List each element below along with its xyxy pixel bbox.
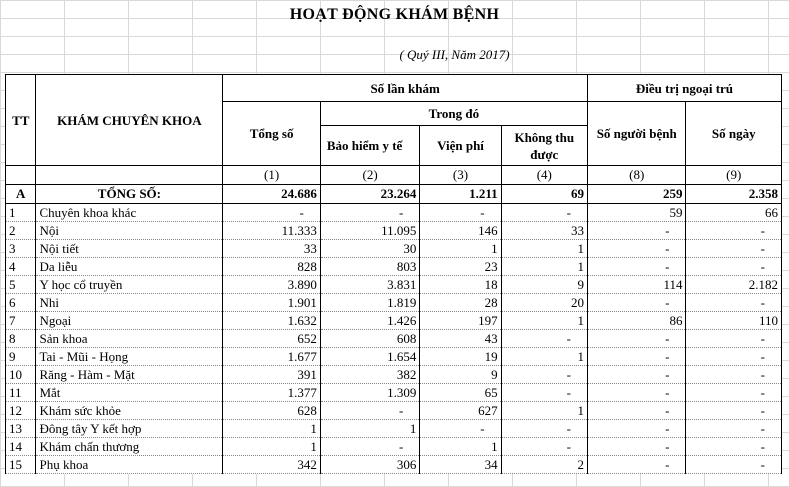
row-tt: 9 <box>6 348 36 366</box>
row-tt: 4 <box>6 258 36 276</box>
row-nguoi: - <box>587 258 686 276</box>
row-bhyt: 30 <box>320 240 420 258</box>
row-ngay: - <box>686 258 782 276</box>
header-bhyt: Bảo hiểm y tế <box>320 126 420 166</box>
row-kt: 1 <box>501 312 587 330</box>
row-name: Ngoại <box>36 312 223 330</box>
header-tt: TT <box>6 75 36 166</box>
row-ngay: - <box>686 294 782 312</box>
table-row <box>6 348 782 366</box>
row-vp: 627 <box>420 402 501 420</box>
row-vp: 19 <box>420 348 501 366</box>
row-name: Mắt <box>36 384 223 402</box>
row-name: Nội tiết <box>36 240 223 258</box>
row-kt: 2 <box>501 456 587 474</box>
header-khong-thu: Không thu được <box>501 126 587 166</box>
table-row <box>6 366 782 384</box>
row-name: Chuyên khoa khác <box>36 204 223 222</box>
row-name: Khám chấn thương <box>36 438 223 456</box>
examination-table <box>5 74 782 474</box>
row-nguoi: 86 <box>587 312 686 330</box>
row-tt: 6 <box>6 294 36 312</box>
row-kt: - <box>501 420 587 438</box>
row-tt: 13 <box>6 420 36 438</box>
row-tt: 7 <box>6 312 36 330</box>
table-row <box>6 258 782 276</box>
table-row <box>6 276 782 294</box>
header-tong-so: Tổng số <box>223 102 321 166</box>
row-tong: 652 <box>223 330 321 348</box>
row-ngay: 66 <box>686 204 782 222</box>
row-tt: 10 <box>6 366 36 384</box>
row-nguoi: 114 <box>587 276 686 294</box>
row-nguoi: 59 <box>587 204 686 222</box>
table-row <box>6 330 782 348</box>
row-bhyt: - <box>320 204 420 222</box>
row-tong: 342 <box>223 456 321 474</box>
row-kt: 1 <box>501 240 587 258</box>
row-name: Đông tây Y kết hợp <box>36 420 223 438</box>
total-nguoi: 259 <box>587 185 686 204</box>
row-tong: 33 <box>223 240 321 258</box>
row-tt: 15 <box>6 456 36 474</box>
row-kt: 33 <box>501 222 587 240</box>
row-kt: 1 <box>501 258 587 276</box>
table-row <box>6 384 782 402</box>
row-nguoi: - <box>587 456 686 474</box>
row-nguoi: - <box>587 384 686 402</box>
row-bhyt: 306 <box>320 456 420 474</box>
row-ngay: - <box>686 240 782 258</box>
col-index: (2) <box>320 166 420 185</box>
total-row <box>6 185 782 204</box>
header-khoa: KHÁM CHUYÊN KHOA <box>36 75 223 166</box>
col-index: (1) <box>223 166 321 185</box>
table-row <box>6 438 782 456</box>
header-trong-do: Trong đó <box>320 102 587 126</box>
row-bhyt: - <box>320 438 420 456</box>
row-vp: 65 <box>420 384 501 402</box>
row-bhyt: 803 <box>320 258 420 276</box>
row-kt: 20 <box>501 294 587 312</box>
row-ngay: - <box>686 438 782 456</box>
row-vp: 1 <box>420 240 501 258</box>
col-index: (8) <box>587 166 686 185</box>
table-row <box>6 222 782 240</box>
row-tt: 3 <box>6 240 36 258</box>
row-bhyt: 608 <box>320 330 420 348</box>
row-vp: 23 <box>420 258 501 276</box>
total-label: TỔNG SỐ: <box>36 185 223 204</box>
row-name: Nhi <box>36 294 223 312</box>
row-tt: 14 <box>6 438 36 456</box>
table-row <box>6 456 782 474</box>
header-so-ngay: Số ngày <box>686 102 782 166</box>
row-ngay: - <box>686 366 782 384</box>
row-ngay: - <box>686 456 782 474</box>
row-tong: 11.333 <box>223 222 321 240</box>
row-nguoi: - <box>587 348 686 366</box>
row-vp: 43 <box>420 330 501 348</box>
table-row <box>6 420 782 438</box>
header-so-lan-kham: Số lần khám <box>223 75 588 102</box>
row-name: Da liễu <box>36 258 223 276</box>
row-nguoi: - <box>587 330 686 348</box>
total-tong: 24.686 <box>223 185 321 204</box>
report-subtitle: ( Quý III, Năm 2017) <box>399 47 510 62</box>
row-tong: 1.677 <box>223 348 321 366</box>
total-bhyt: 23.264 <box>320 185 420 204</box>
row-nguoi: - <box>587 438 686 456</box>
total-ngay: 2.358 <box>686 185 782 204</box>
row-bhyt: 1.309 <box>320 384 420 402</box>
row-name: Răng - Hàm - Mặt <box>36 366 223 384</box>
header-so-nguoi: Số người bệnh <box>587 102 686 166</box>
row-bhyt: - <box>320 402 420 420</box>
row-bhyt: 382 <box>320 366 420 384</box>
row-tt: 11 <box>6 384 36 402</box>
row-tong: 828 <box>223 258 321 276</box>
row-tong: 628 <box>223 402 321 420</box>
row-nguoi: - <box>587 402 686 420</box>
row-kt: 9 <box>501 276 587 294</box>
table-row <box>6 402 782 420</box>
row-vp: 9 <box>420 366 501 384</box>
col-index: (3) <box>420 166 501 185</box>
row-vp: 18 <box>420 276 501 294</box>
row-ngay: - <box>686 348 782 366</box>
row-kt: 1 <box>501 402 587 420</box>
col-index: (4) <box>501 166 587 185</box>
row-ngay: - <box>686 222 782 240</box>
row-vp: 28 <box>420 294 501 312</box>
row-name: Khám sức khỏe <box>36 402 223 420</box>
row-tong: 1 <box>223 438 321 456</box>
report-title: HOẠT ĐỘNG KHÁM BỆNH <box>289 6 500 23</box>
row-bhyt: 3.831 <box>320 276 420 294</box>
row-kt: - <box>501 384 587 402</box>
table-row <box>6 240 782 258</box>
row-nguoi: - <box>587 222 686 240</box>
row-tong: 1.377 <box>223 384 321 402</box>
row-ngay: 2.182 <box>686 276 782 294</box>
row-bhyt: 1 <box>320 420 420 438</box>
row-nguoi: - <box>587 240 686 258</box>
row-tong: 391 <box>223 366 321 384</box>
row-vp: - <box>420 204 501 222</box>
row-nguoi: - <box>587 366 686 384</box>
row-tong: 1.632 <box>223 312 321 330</box>
row-tong: 1 <box>223 420 321 438</box>
row-tt: 12 <box>6 402 36 420</box>
row-name: Tai - Mũi - Họng <box>36 348 223 366</box>
row-vp: 34 <box>420 456 501 474</box>
header-dieu-tri: Điều trị ngoại trú <box>587 75 781 102</box>
row-tt: 8 <box>6 330 36 348</box>
row-vp: - <box>420 420 501 438</box>
table-row <box>6 294 782 312</box>
row-name: Phụ khoa <box>36 456 223 474</box>
row-ngay: - <box>686 402 782 420</box>
row-tong: 1.901 <box>223 294 321 312</box>
row-tong: 3.890 <box>223 276 321 294</box>
total-vp: 1.211 <box>420 185 501 204</box>
row-vp: 146 <box>420 222 501 240</box>
column-index-row <box>6 166 782 185</box>
row-tt: 2 <box>6 222 36 240</box>
header-vien-phi: Viện phí <box>420 126 501 166</box>
row-name: Nội <box>36 222 223 240</box>
row-ngay: 110 <box>686 312 782 330</box>
row-name: Y học cổ truyền <box>36 276 223 294</box>
row-bhyt: 11.095 <box>320 222 420 240</box>
row-ngay: - <box>686 420 782 438</box>
row-kt: - <box>501 330 587 348</box>
row-kt: 1 <box>501 348 587 366</box>
row-nguoi: - <box>587 294 686 312</box>
row-kt: - <box>501 438 587 456</box>
row-tong: - <box>223 204 321 222</box>
row-kt: - <box>501 204 587 222</box>
total-kt: 69 <box>501 185 587 204</box>
row-bhyt: 1.654 <box>320 348 420 366</box>
table-row <box>6 204 782 222</box>
col-index: (9) <box>686 166 782 185</box>
row-tt: 5 <box>6 276 36 294</box>
table-row <box>6 312 782 330</box>
total-tt: A <box>6 185 36 204</box>
row-kt: - <box>501 366 587 384</box>
row-name: Sản khoa <box>36 330 223 348</box>
row-vp: 197 <box>420 312 501 330</box>
row-nguoi: - <box>587 420 686 438</box>
row-ngay: - <box>686 330 782 348</box>
row-vp: 1 <box>420 438 501 456</box>
row-bhyt: 1.819 <box>320 294 420 312</box>
row-bhyt: 1.426 <box>320 312 420 330</box>
row-tt: 1 <box>6 204 36 222</box>
row-ngay: - <box>686 384 782 402</box>
